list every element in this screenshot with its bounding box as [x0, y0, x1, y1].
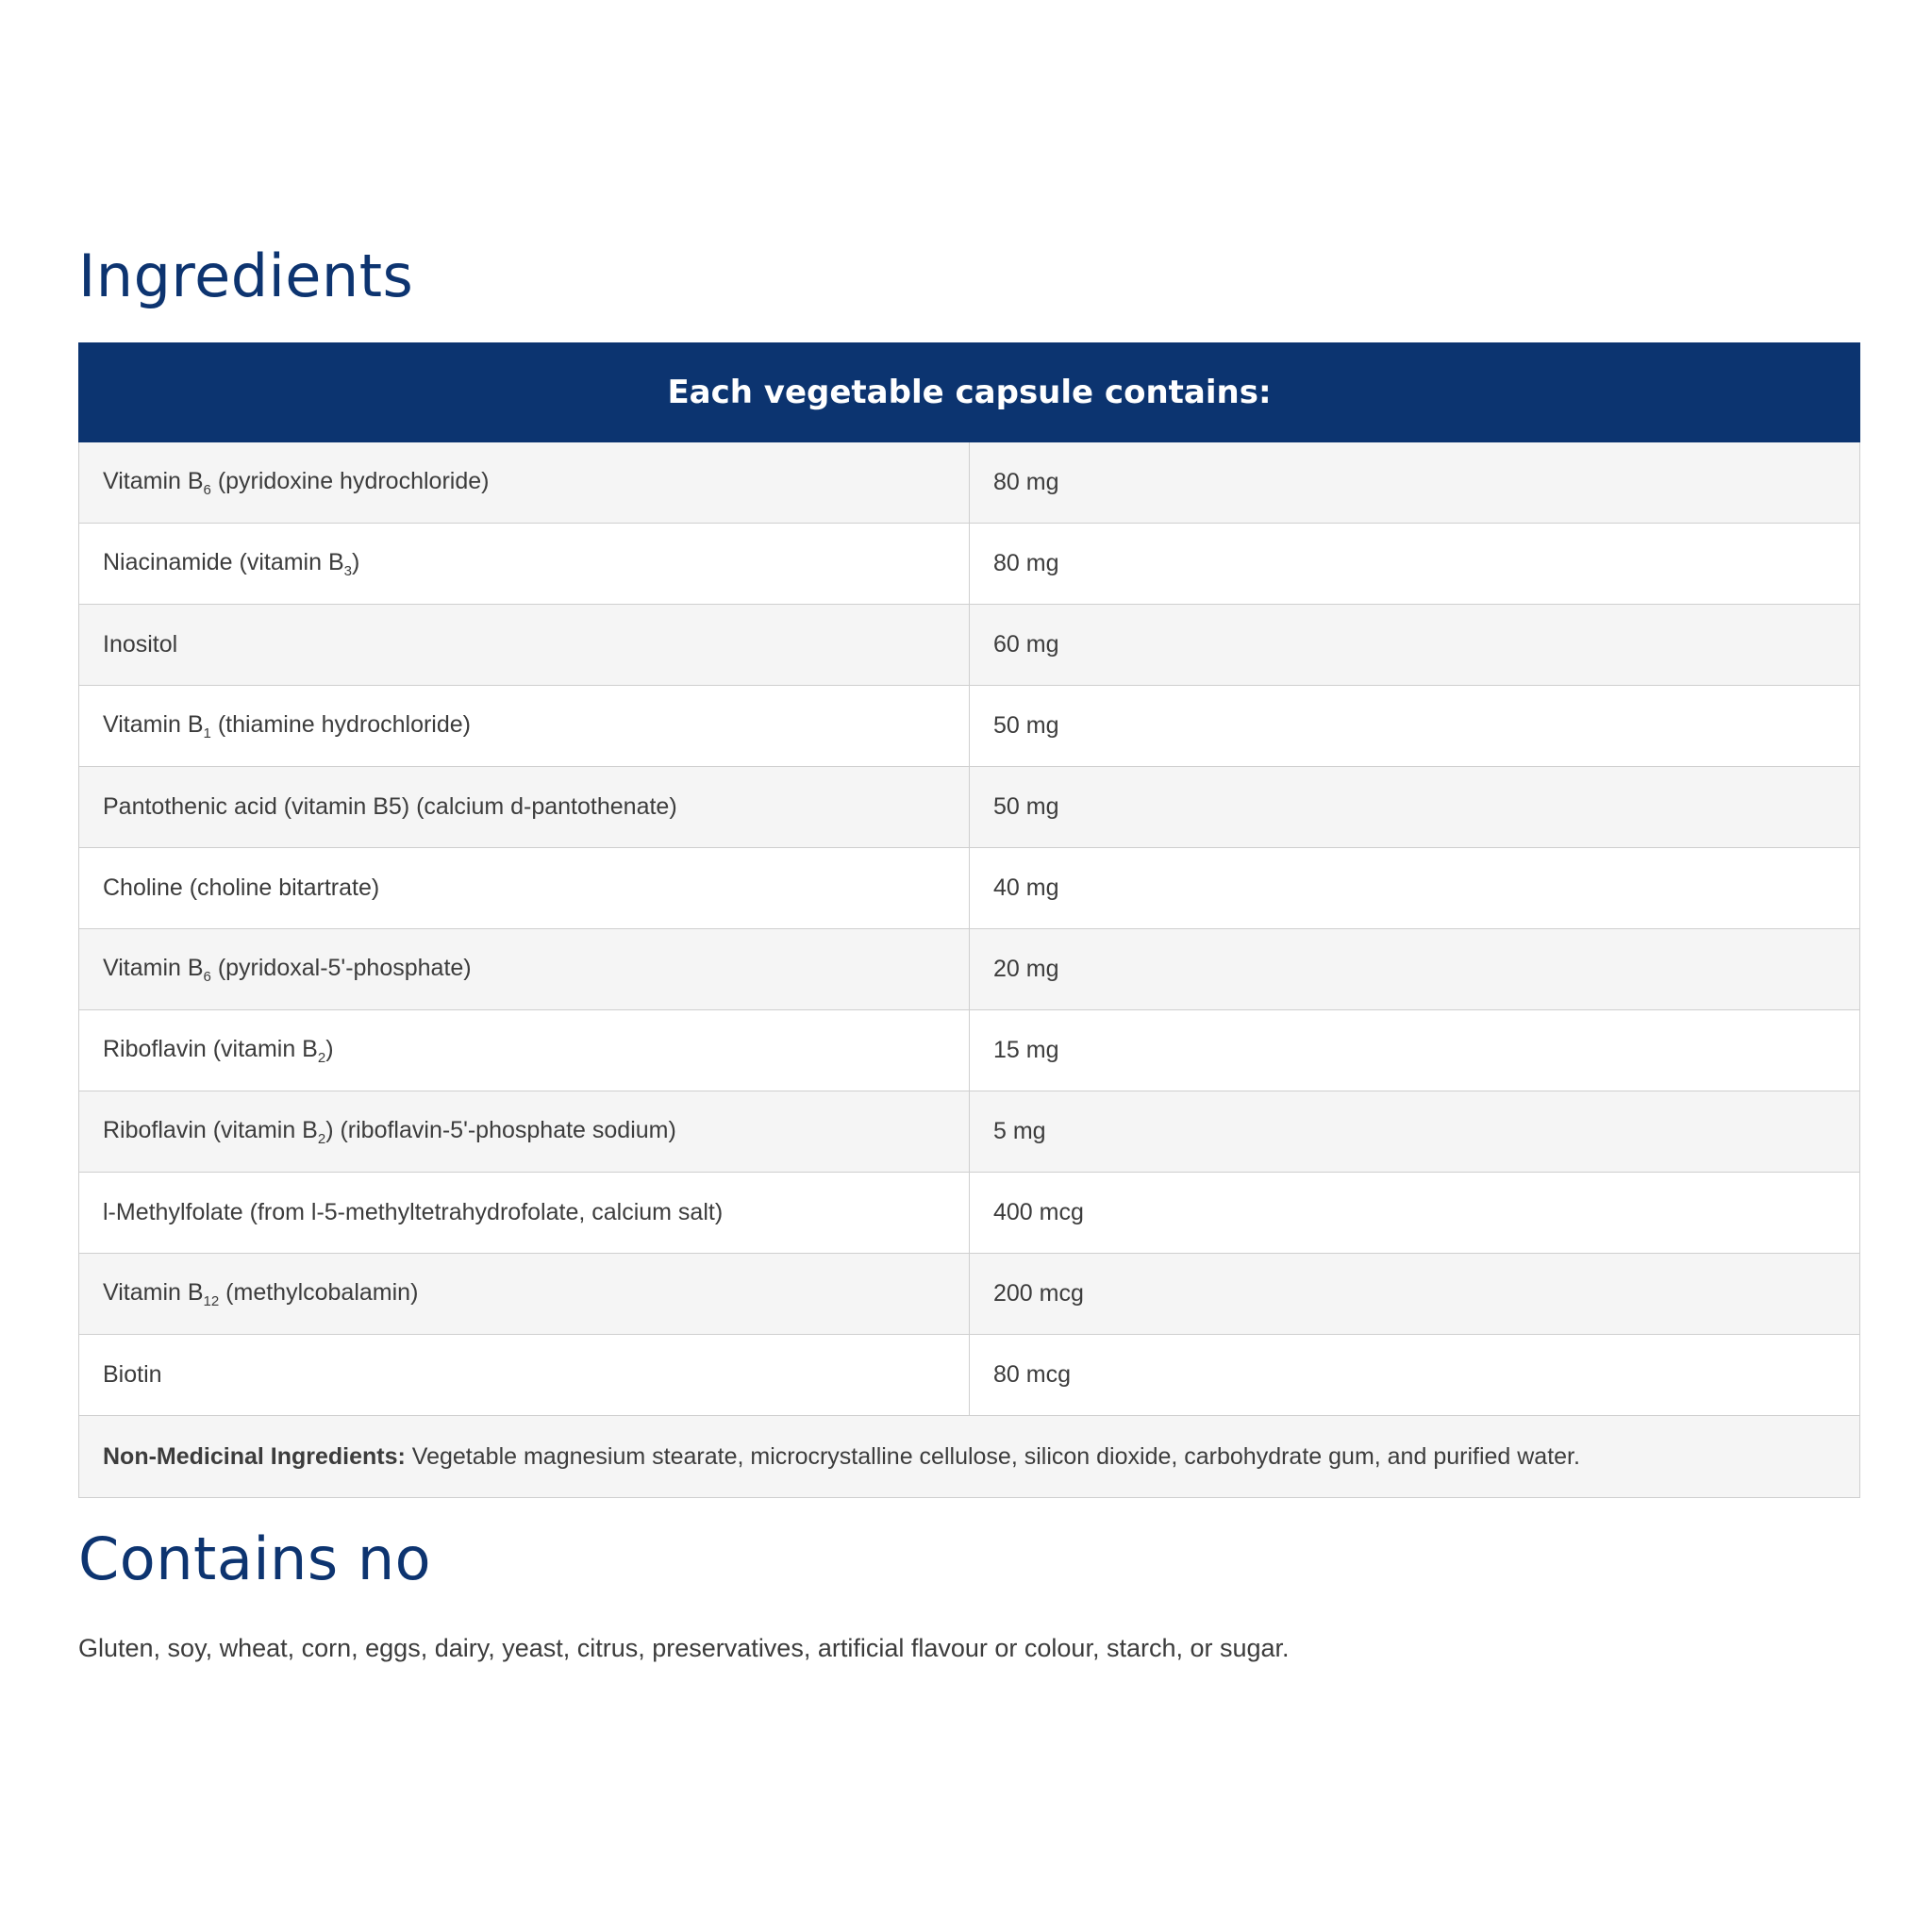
ingredient-name-cell — [79, 686, 970, 767]
ingredient-name-suffix: (pyridoxine hydrochloride) — [210, 467, 490, 494]
non-medicinal-text: Vegetable magnesium stearate, microcrystalline cellulose, silicon dioxide, carbohydrate gum, and purified water. — [405, 1442, 1580, 1470]
ingredient-name-cell — [79, 1254, 970, 1335]
ingredients-table — [78, 342, 1860, 1498]
ingredient-amount: 5 mg — [970, 1091, 1860, 1173]
ingredient-amount: 80 mg — [970, 524, 1860, 605]
ingredient-name: Vitamin B — [103, 1278, 204, 1306]
contains-no-heading: Contains no — [78, 1524, 432, 1593]
ingredient-name-suffix: (thiamine hydrochloride) — [210, 710, 471, 738]
ingredient-subscript: 6 — [203, 968, 211, 985]
ingredient-subscript: 3 — [343, 562, 352, 579]
ingredient-amount: 50 mg — [970, 686, 1860, 767]
ingredient-name-cell — [79, 767, 970, 848]
ingredient-amount: 40 mg — [970, 848, 1860, 929]
ingredient-name-cell — [79, 1335, 970, 1416]
table-row — [79, 929, 1860, 1010]
ingredient-subscript: 2 — [317, 1130, 326, 1147]
ingredient-name: Niacinamide (vitamin B — [103, 548, 344, 575]
ingredient-name: l-Methylfolate (from l-5-methyltetrahydrofolate, calcium salt) — [103, 1199, 724, 1225]
table-row — [79, 524, 1860, 605]
ingredient-subscript: 6 — [203, 481, 211, 498]
ingredient-name: Inositol — [103, 631, 178, 658]
ingredient-name-cell — [79, 1010, 970, 1091]
table-row — [79, 1091, 1860, 1173]
ingredient-amount: 60 mg — [970, 605, 1860, 686]
ingredient-name: Vitamin B — [103, 710, 204, 738]
ingredient-name: Choline (choline bitartrate) — [103, 874, 380, 901]
ingredient-subscript: 2 — [317, 1049, 326, 1066]
ingredient-name-cell — [79, 929, 970, 1010]
ingredient-name: Vitamin B — [103, 467, 204, 494]
ingredient-name-cell — [79, 605, 970, 686]
non-medicinal-cell — [79, 1416, 1860, 1498]
ingredient-name: Riboflavin (vitamin B — [103, 1035, 318, 1062]
ingredient-name-suffix: ) — [351, 548, 360, 575]
table-row — [79, 442, 1860, 524]
table-header-row — [79, 343, 1860, 442]
table-row — [79, 1173, 1860, 1254]
ingredient-name: Riboflavin (vitamin B — [103, 1116, 318, 1143]
non-medicinal-label: Non-Medicinal Ingredients: — [103, 1442, 406, 1470]
ingredient-subscript: 12 — [203, 1292, 220, 1309]
ingredient-name-cell — [79, 1173, 970, 1254]
ingredient-amount: 400 mcg — [970, 1173, 1860, 1254]
table-row — [79, 1335, 1860, 1416]
product-ingredients-section — [78, 242, 1860, 1665]
ingredient-name-suffix: (methylcobalamin) — [219, 1278, 419, 1306]
ingredient-name: Biotin — [103, 1361, 162, 1388]
ingredient-name: Vitamin B — [103, 954, 204, 981]
table-row — [79, 848, 1860, 929]
table-row — [79, 686, 1860, 767]
ingredient-name-suffix: ) — [325, 1035, 334, 1062]
ingredient-rows — [79, 442, 1860, 1416]
ingredient-name-suffix: (pyridoxal-5'-phosphate) — [210, 954, 472, 981]
ingredient-amount: 20 mg — [970, 929, 1860, 1010]
contains-no-text: Gluten, soy, wheat, corn, eggs, dairy, yeast, citrus, preservatives, artificial flavour or colour, starch, or sugar. — [78, 1634, 1290, 1662]
ingredient-amount: 80 mcg — [970, 1335, 1860, 1416]
table-row — [79, 767, 1860, 848]
ingredient-subscript: 1 — [203, 724, 211, 741]
ingredient-amount: 15 mg — [970, 1010, 1860, 1091]
non-medicinal-row — [79, 1416, 1860, 1498]
ingredient-amount: 50 mg — [970, 767, 1860, 848]
ingredient-name-suffix: ) (riboflavin-5'-phosphate sodium) — [325, 1116, 676, 1143]
table-row — [79, 605, 1860, 686]
table-header: Each vegetable capsule contains: — [79, 343, 1860, 442]
table-row — [79, 1254, 1860, 1335]
table-row — [79, 1010, 1860, 1091]
ingredient-name-cell — [79, 848, 970, 929]
ingredient-amount: 80 mg — [970, 442, 1860, 524]
ingredients-heading: Ingredients — [78, 242, 414, 310]
ingredient-name: Pantothenic acid (vitamin B5) (calcium d-pantothenate) — [103, 793, 677, 820]
ingredient-name-cell — [79, 1091, 970, 1173]
ingredient-name-cell — [79, 524, 970, 605]
ingredient-name-cell — [79, 442, 970, 524]
ingredient-amount: 200 mcg — [970, 1254, 1860, 1335]
